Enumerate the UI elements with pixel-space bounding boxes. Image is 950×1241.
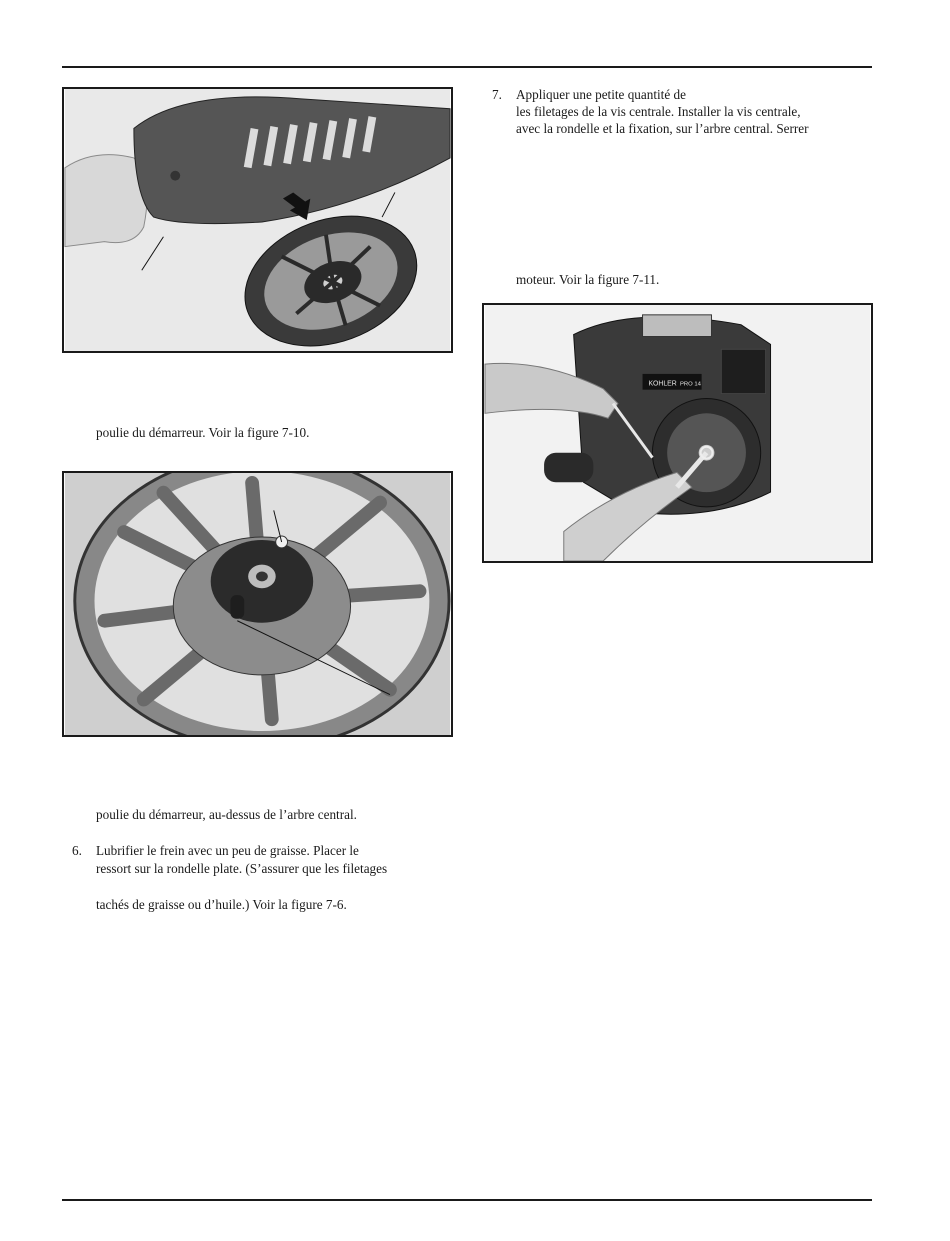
step6-number: 6.	[72, 843, 82, 858]
housing-pulley-illustration	[64, 89, 451, 351]
engine-model-label: PRO 14	[679, 381, 701, 388]
fig1-caption-text: poulie du démarreur. Voir la figure 7-10.	[96, 425, 310, 440]
step6-line-1: Lubrifier le frein avec un peu de graisse. Placer le	[96, 843, 359, 858]
figure-engine-wrench	[482, 303, 873, 563]
step7-line-4: moteur. Voir la figure 7-11.	[516, 272, 660, 287]
header-rule	[62, 66, 872, 68]
figure-pulley-closeup	[62, 471, 453, 737]
step6-line-2: ressort sur la rondelle plate. (S’assurer que les filetages	[96, 861, 388, 876]
step7-line-2: les filetages de la vis centrale. Installer la vis centrale,	[516, 104, 801, 119]
engine-wrench-illustration	[484, 305, 871, 561]
figure-housing-pulley	[62, 87, 453, 353]
footer-rule	[62, 1199, 872, 1201]
step7-line-3: avec la rondelle et la fixation, sur l’arbre central. Serrer	[516, 121, 809, 136]
pulley-closeup-illustration	[64, 473, 451, 735]
step6-line-3: tachés de graisse ou d’huile.) Voir la figure 7-6.	[96, 897, 347, 912]
step7-line-1: Appliquer une petite quantité de	[516, 87, 686, 102]
engine-brand-label: KOHLER	[648, 380, 677, 388]
step7-number: 7.	[492, 87, 502, 102]
fig2-caption-text: poulie du démarreur, au-dessus de l’arbre central.	[96, 807, 357, 822]
